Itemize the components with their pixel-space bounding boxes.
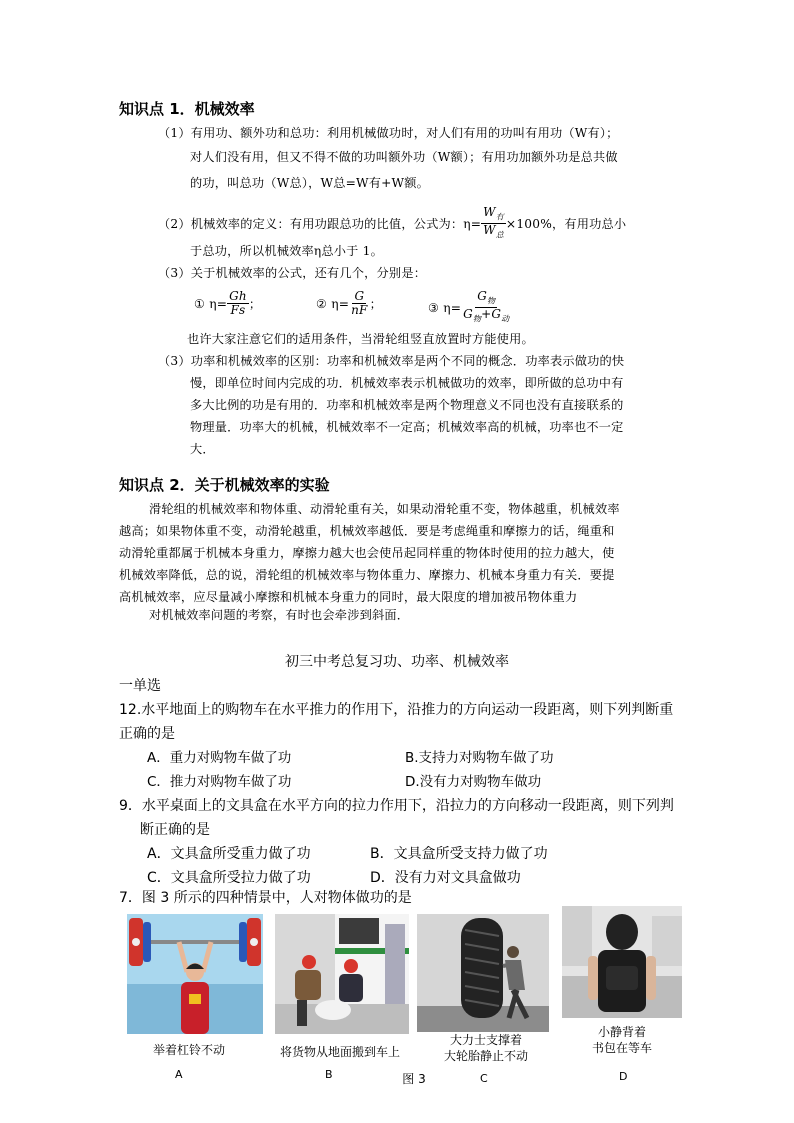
q9-option-a: A．文具盒所受重力做了功 (147, 846, 311, 862)
k2-line2: 越高；如果物体重不变，动滑轮越重，机械效率越低．要是考虑绳重和摩擦力的话，绳重和 (119, 524, 615, 538)
caption-c-line2: 大轮胎静止不动 (443, 1049, 528, 1063)
caption-d (570, 1024, 674, 1056)
formula-3 (428, 290, 511, 326)
q12-option-b: B.支持力对购物车做了功 (405, 750, 554, 766)
k1-p4-line5: 大． (190, 442, 215, 456)
k2-title: 知识点 2．关于机械效率的实验 (119, 476, 330, 494)
q12-line1: 12.水平地面上的购物车在水平推力的作用下，沿推力的方向运动一段距离，则下列判断重 (119, 702, 674, 718)
k2-line6: 对机械效率问题的考察，有时也会牵涉到斜面． (149, 608, 410, 622)
figure-caption: 图 3 (402, 1072, 426, 1086)
label-b: B (325, 1068, 333, 1081)
q12-line2: 正确的是 (119, 726, 175, 742)
label-d: D (619, 1070, 628, 1083)
formula-1: ① η= $\frac{Gh}{Fs}$ ； (194, 289, 262, 317)
caption-d-line1: 小静背着 (597, 1025, 646, 1039)
caption-c (430, 1032, 542, 1064)
k1-title: 知识点 1．机械效率 (119, 100, 255, 118)
image-moving-goods (275, 914, 409, 1034)
k1-p4-line2: 慢，即单位时间内完成的功．机械效率表示机械做功的效率，即所做的总功中有 (190, 376, 624, 390)
k2-line3: 动滑轮重都属于机械本身重力，摩擦力越大也会使吊起同样重的物体时使用的拉力越大，使 (119, 546, 615, 560)
k2-line4: 机械效率降低，总的说，滑轮组的机械效率与物体重力、摩擦力、机械本身重力有关．要提 (119, 568, 615, 582)
efficiency-fraction: $\frac{W_有}{W_总}$ (483, 205, 504, 240)
formula-2: ② η= $\frac{G}{nF}$ ； (316, 289, 382, 317)
formula-2-fraction: $\frac{G}{nF}$ (351, 289, 368, 317)
q12-option-c: C．推力对购物车做了功 (147, 774, 292, 790)
k1-p1-line2: 对人们没有用，但又不得不做的功叫额外功（W额）；有用功加额外功是总共做 (190, 150, 618, 164)
k1-p4-line1: （3）功率和机械效率的区别：功率和机械效率是两个不同的概念．功率表示做功的快 (158, 354, 625, 368)
k1-p3-line1: （3）关于机械效率的公式，还有几个，分别是： (158, 266, 427, 280)
k1-p4-line3: 多大比例的功是有用的．功率和机械效率是两个物理意义不同也没有直接联系的 (190, 398, 624, 412)
caption-d-line2: 书包在等车 (591, 1041, 652, 1055)
k1-p1-line1: （1）有用功、额外功和总功：利用机械做功时，对人们有用的功叫有用功（W有）； (158, 126, 619, 140)
caption-a: 举着杠铃不动 (152, 1043, 225, 1057)
formula-2-label: ② η= (316, 296, 350, 311)
k2-line5: 高机械效率，应尽量减小摩擦和机械本身重力的同时，最大限度的增加被吊物体重力 (119, 590, 578, 604)
single-choice-label: 一单选 (119, 678, 161, 694)
q9-option-c: C．文具盒所受拉力做了功 (147, 870, 311, 886)
formula-3-label: ③ η= (428, 300, 462, 315)
formula-1-label: ① η= (194, 296, 228, 311)
q9-option-d: D．没有力对文具盒做功 (370, 870, 521, 886)
q9-line1: 9．水平桌面上的文具盒在水平方向的拉力作用下，沿拉力的方向移动一段距离，则下列判 (119, 798, 674, 814)
k1-p3-note: 也许大家注意它们的适用条件，当滑轮组竖直放置时方能使用。 (187, 332, 534, 346)
formula-3-fraction: $\frac{G_物}{G_物+G_动}$ (463, 289, 510, 324)
k1-p2-text-b: ×100%，有用功总小 (505, 216, 627, 231)
label-c: C (480, 1072, 488, 1085)
caption-b: 将货物从地面搬到车上 (279, 1045, 400, 1059)
label-a: A (175, 1068, 183, 1081)
k2-line1: 滑轮组的机械效率和物体重、动滑轮重有关，如果动滑轮重不变，物体越重，机械效率 (149, 502, 620, 516)
image-strongman-tire (417, 914, 549, 1032)
section-title: 初三中考总复习功、功率、机械效率 (285, 654, 509, 670)
k1-p1-line3: 的功，叫总功（W总），W总=W有+W额。 (190, 176, 430, 190)
k1-p2-text-a: （2）机械效率的定义：有用功跟总功的比值，公式为：η= (158, 216, 482, 231)
q9-option-b: B．文具盒所受支持力做了功 (370, 846, 548, 862)
formula-1-fraction: $\frac{Gh}{Fs}$ (229, 289, 247, 317)
q12-option-d: D.没有力对购物车做功 (405, 774, 542, 790)
q7-line1: 7．图 3 所示的四种情景中，人对物体做功的是 (119, 890, 412, 906)
caption-c-line1: 大力士支撑着 (449, 1033, 522, 1047)
image-girl-backpack (562, 906, 682, 1018)
k1-p2-line2: 于总功，所以机械效率η总小于 1。 (190, 244, 383, 258)
k1-p4-line4: 物理量．功率大的机械，机械效率不一定高；机械效率高的机械，功率也不一定 (190, 420, 624, 434)
image-weightlifter (127, 914, 263, 1034)
k1-p2-line1 (158, 206, 626, 242)
q12-option-a: A．重力对购物车做了功 (147, 750, 292, 766)
q9-line2: 断正确的是 (140, 822, 210, 838)
